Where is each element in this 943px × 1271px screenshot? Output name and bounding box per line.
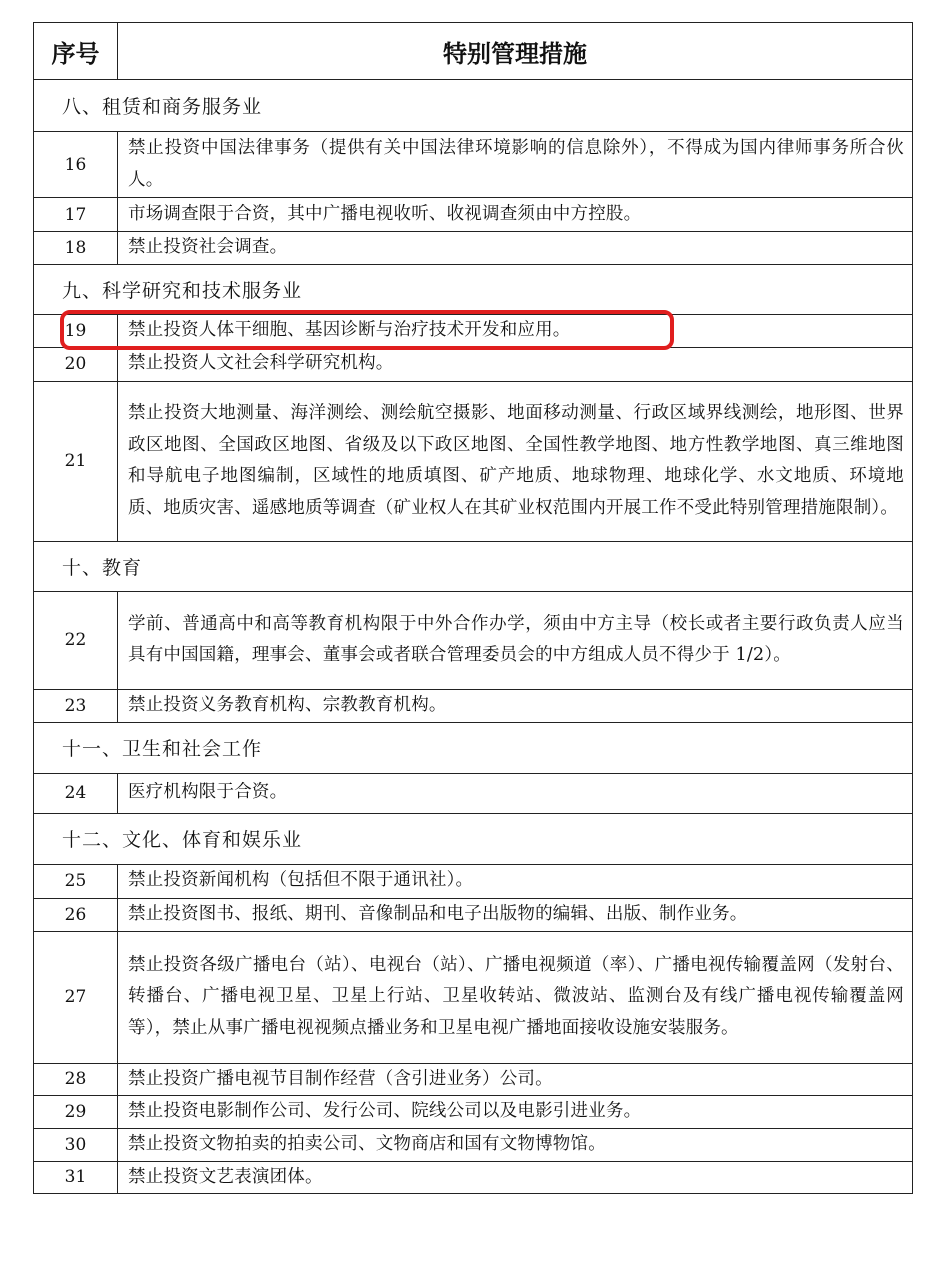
row-text: 医疗机构限于合资。 [118,773,913,813]
row-number: 27 [34,931,118,1063]
row-number: 20 [34,347,118,381]
section-title: 八、租赁和商务服务业 [34,80,913,132]
row-text: 禁止投资文艺表演团体。 [118,1161,913,1194]
table-row [34,1161,913,1194]
section-row [34,80,913,132]
row-number: 18 [34,232,118,265]
row-text: 禁止投资电影制作公司、发行公司、院线公司以及电影引进业务。 [118,1096,913,1129]
row-text: 禁止投资人文社会科学研究机构。 [118,347,913,381]
row-number: 31 [34,1161,118,1194]
section-row [34,722,913,773]
row-text: 学前、普通高中和高等教育机构限于中外合作办学，须由中方主导（校长或者主要行政负责人应当具有中国国籍，理事会、董事会或者联合管理委员会的中方组成人员不得少于 1/2）。 [118,591,913,689]
row-text: 禁止投资广播电视节目制作经营（含引进业务）公司。 [118,1063,913,1096]
header-special-measures: 特别管理措施 [118,23,913,80]
table-row [34,315,913,348]
section-row [34,265,913,315]
table-row [34,773,913,813]
row-text: 禁止投资文物拍卖的拍卖公司、文物商店和国有文物博物馆。 [118,1129,913,1162]
table-row [34,591,913,689]
table-row [34,689,913,722]
section-title: 十二、文化、体育和娱乐业 [34,813,913,864]
row-number: 24 [34,773,118,813]
table-row [34,1129,913,1162]
section-title: 十一、卫生和社会工作 [34,722,913,773]
row-text: 禁止投资各级广播电台（站）、电视台（站）、广播电视频道（率）、广播电视传输覆盖网（发射台、转播台、广播电视卫星、卫星上行站、卫星收转站、微波站、监测台及有线广播电视传输覆盖网等），禁止从事广播电视视频点播业务和卫星电视广播地面接收设施安装服务。 [118,931,913,1063]
section-title: 十、教育 [34,541,913,591]
row-text: 禁止投资大地测量、海洋测绘、测绘航空摄影、地面移动测量、行政区域界线测绘，地形图、世界政区地图、全国政区地图、省级及以下政区地图、全国性教学地图、地方性教学地图、真三维地图和导航电子地图编制，区域性的地质填图、矿产地质、地球物理、地球化学、水文地质、环境地质、地质灾害、遥感地质等调查（矿业权人在其矿业权范围内开展工作不受此特别管理措施限制）。 [118,381,913,541]
table-row [34,347,913,381]
row-number: 30 [34,1129,118,1162]
row-number: 21 [34,381,118,541]
row-number: 28 [34,1063,118,1096]
row-text: 市场调查限于合资，其中广播电视收听、收视调查须由中方控股。 [118,198,913,232]
row-text: 禁止投资新闻机构（包括但不限于通讯社）。 [118,864,913,898]
row-text: 禁止投资中国法律事务（提供有关中国法律环境影响的信息除外），不得成为国内律师事务所合伙人。 [118,132,913,198]
row-number: 25 [34,864,118,898]
row-text: 禁止投资义务教育机构、宗教教育机构。 [118,689,913,722]
row-text: 禁止投资图书、报纸、期刊、音像制品和电子出版物的编辑、出版、制作业务。 [118,898,913,931]
measures-table [33,22,913,1194]
section-row [34,813,913,864]
row-number: 19 [34,315,118,348]
table-row [34,864,913,898]
table-row [34,132,913,198]
table-row [34,232,913,265]
row-text: 禁止投资社会调查。 [118,232,913,265]
table-header-row [34,23,913,80]
table-row [34,931,913,1063]
row-number: 16 [34,132,118,198]
section-row [34,541,913,591]
row-number: 23 [34,689,118,722]
table-row [34,381,913,541]
table-row [34,898,913,931]
row-number: 22 [34,591,118,689]
table-row [34,1063,913,1096]
row-number: 29 [34,1096,118,1129]
row-number: 17 [34,198,118,232]
table-row [34,1096,913,1129]
row-number: 26 [34,898,118,931]
table-row [34,198,913,232]
header-serial-number: 序号 [34,23,118,80]
section-title: 九、科学研究和技术服务业 [34,265,913,315]
row-text: 禁止投资人体干细胞、基因诊断与治疗技术开发和应用。 [118,315,913,348]
